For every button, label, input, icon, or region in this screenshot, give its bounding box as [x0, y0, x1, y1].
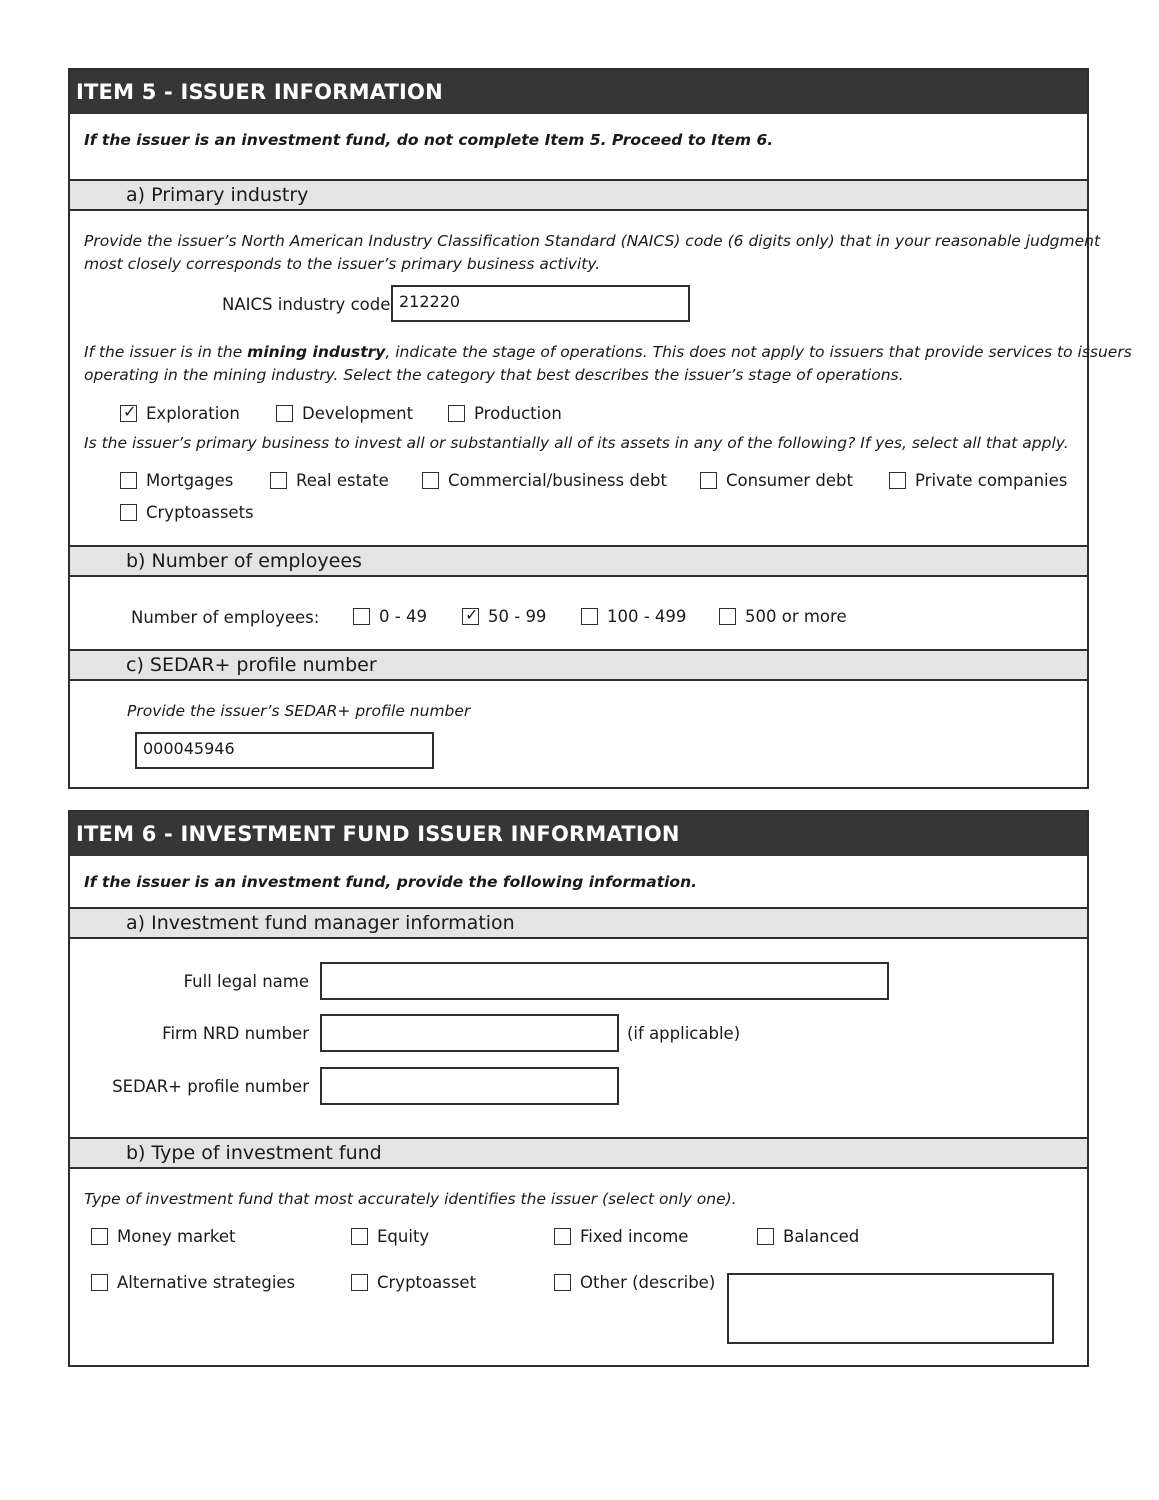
exploration-label: Exploration — [146, 404, 240, 423]
primary-industry-header — [70, 179, 1087, 211]
money-market-checkbox[interactable] — [91, 1228, 108, 1245]
employees-50-99-label: 50 - 99 — [488, 607, 547, 626]
mining-instruction-line2: operating in the mining industry. Select the category that best describes the issuer’s stage of operations. — [84, 366, 904, 384]
employees-100-499-checkbox[interactable] — [581, 608, 598, 625]
cryptoasset-checkbox[interactable] — [351, 1274, 368, 1291]
item6-note: If the issuer is an investment fund, provide the following information. — [84, 873, 698, 891]
other-describe-input[interactable] — [727, 1273, 1054, 1344]
employees-0-49-label: 0 - 49 — [379, 607, 427, 626]
firm-nrd-suffix: (if applicable) — [627, 1024, 741, 1043]
other-checkbox[interactable] — [554, 1274, 571, 1291]
check-mark-icon: ✓ — [123, 402, 137, 421]
employees-500-plus-checkbox[interactable] — [719, 608, 736, 625]
real-estate-label: Real estate — [296, 471, 389, 490]
cryptoassets-label: Cryptoassets — [146, 503, 254, 522]
naics-label: NAICS industry code — [222, 295, 391, 314]
check-mark-icon: ✓ — [465, 605, 479, 624]
item5-note: If the issuer is an investment fund, do not complete Item 5. Proceed to Item 6. — [84, 131, 774, 149]
firm-nrd-input[interactable] — [320, 1014, 619, 1052]
naics-instruction-line1: Provide the issuer’s North American Industry Classification Standard (NAICS) code (6 digits only) that in your reasonable judgment — [84, 232, 1101, 250]
consumer-debt-label: Consumer debt — [726, 471, 853, 490]
full-legal-name-input[interactable] — [320, 962, 889, 1000]
sedar-profile-input[interactable]: 000045946 — [135, 732, 434, 769]
item5-title: ITEM 5 - ISSUER INFORMATION — [70, 70, 1087, 114]
mining-pre: If the issuer is in the — [84, 343, 248, 361]
sedar-header — [70, 649, 1087, 681]
mining-bold: mining industry — [247, 343, 386, 361]
mining-instruction-line1 — [84, 341, 1132, 364]
real-estate-checkbox[interactable] — [270, 472, 287, 489]
mortgages-checkbox[interactable] — [120, 472, 137, 489]
employees-500-plus-label: 500 or more — [745, 607, 847, 626]
equity-checkbox[interactable] — [351, 1228, 368, 1245]
assets-question: Is the issuer’s primary business to invest all or substantially all of its assets in any of the following? If yes, select all that apply. — [84, 434, 1069, 452]
manager-heading: a) Investment fund manager information — [126, 912, 515, 934]
cryptoasset-label: Cryptoasset — [377, 1273, 477, 1292]
item6-section — [68, 810, 1089, 1367]
employees-header — [70, 545, 1087, 577]
balanced-checkbox[interactable] — [757, 1228, 774, 1245]
employees-heading: b) Number of employees — [126, 550, 362, 572]
fixed-income-checkbox[interactable] — [554, 1228, 571, 1245]
commercial-debt-checkbox[interactable] — [422, 472, 439, 489]
consumer-debt-checkbox[interactable] — [700, 472, 717, 489]
firm-nrd-label: Firm NRD number — [162, 1024, 309, 1043]
item5-section — [68, 68, 1132, 789]
fund-type-instruction: Type of investment fund that most accurately identifies the issuer (select only one). — [84, 1190, 737, 1208]
balanced-label: Balanced — [783, 1227, 860, 1246]
development-checkbox[interactable] — [276, 405, 293, 422]
sedar-heading: c) SEDAR+ profile number — [126, 654, 377, 676]
production-label: Production — [474, 404, 562, 423]
private-companies-checkbox[interactable] — [889, 472, 906, 489]
private-companies-label: Private companies — [915, 471, 1068, 490]
commercial-debt-label: Commercial/business debt — [448, 471, 667, 490]
alternative-strategies-checkbox[interactable] — [91, 1274, 108, 1291]
mortgages-label: Mortgages — [146, 471, 234, 490]
fund-type-heading: b) Type of investment fund — [126, 1142, 382, 1164]
manager-sedar-input[interactable] — [320, 1067, 619, 1105]
production-checkbox[interactable] — [448, 405, 465, 422]
alternative-strategies-label: Alternative strategies — [117, 1273, 296, 1292]
primary-industry-heading: a) Primary industry — [126, 184, 309, 206]
equity-label: Equity — [377, 1227, 430, 1246]
manager-sedar-label: SEDAR+ profile number — [112, 1077, 309, 1096]
full-legal-name-label: Full legal name — [183, 972, 309, 991]
employees-50-99-checkbox[interactable] — [462, 605, 479, 625]
mining-post: , indicate the stage of operations. This does not apply to issuers that provide services to issuers — [385, 343, 1132, 361]
sedar-instruction: Provide the issuer’s SEDAR+ profile number — [127, 702, 471, 720]
fund-type-header — [70, 1137, 1087, 1169]
naics-code-input[interactable]: 212220 — [391, 285, 690, 322]
employees-label: Number of employees: — [131, 608, 320, 627]
exploration-checkbox[interactable] — [120, 402, 137, 422]
employees-100-499-label: 100 - 499 — [607, 607, 687, 626]
employees-0-49-checkbox[interactable] — [353, 608, 370, 625]
money-market-label: Money market — [117, 1227, 236, 1246]
development-label: Development — [302, 404, 414, 423]
fixed-income-label: Fixed income — [580, 1227, 689, 1246]
item6-title: ITEM 6 - INVESTMENT FUND ISSUER INFORMATION — [70, 812, 1087, 856]
other-label: Other (describe) — [580, 1273, 716, 1292]
cryptoassets-checkbox[interactable] — [120, 504, 137, 521]
naics-instruction-line2: most closely corresponds to the issuer’s primary business activity. — [84, 255, 601, 273]
manager-header — [70, 907, 1087, 939]
